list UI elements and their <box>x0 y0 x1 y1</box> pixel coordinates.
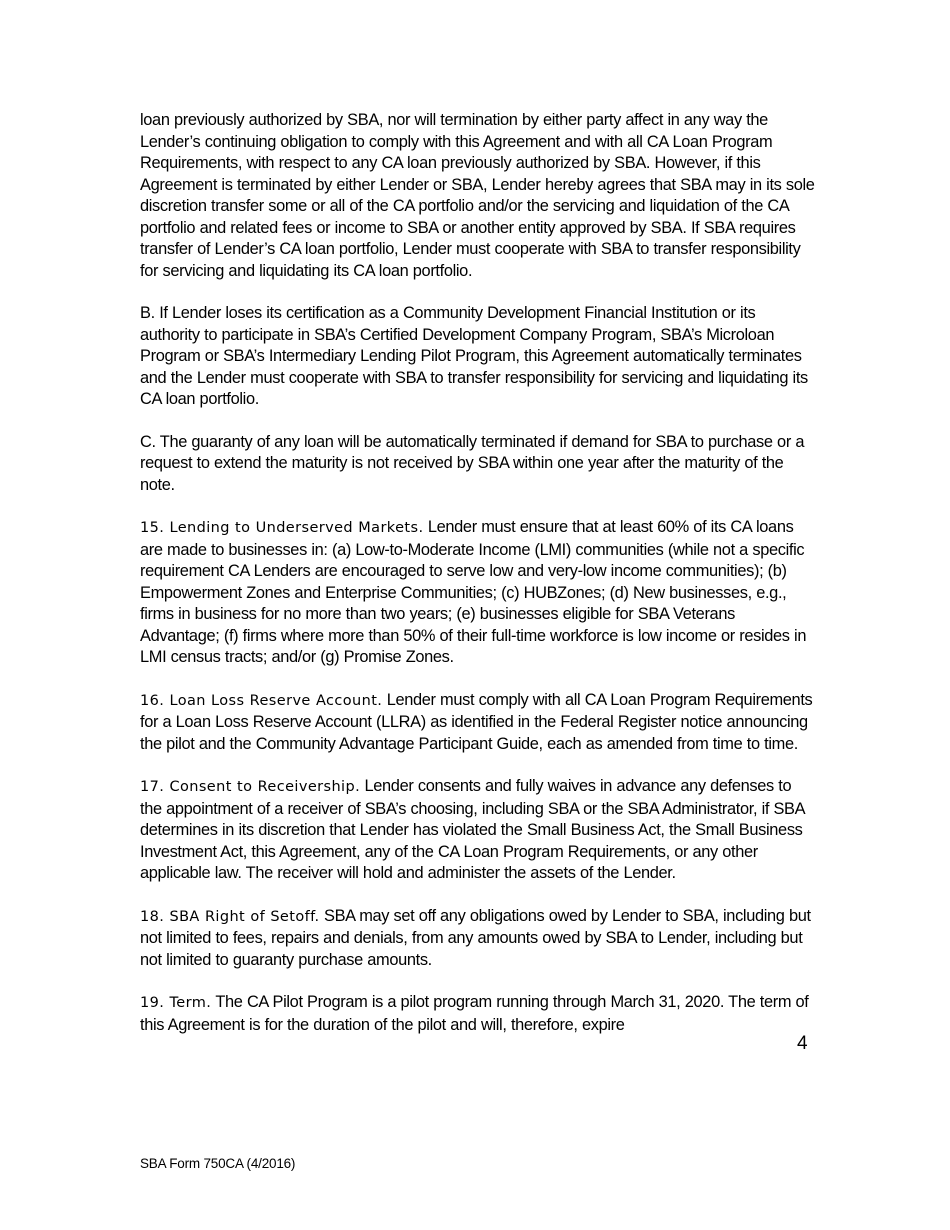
paragraph-text: loan previously authorized by SBA, nor will termination by either party affect in any way the Lender’s continuing obligation to comply with this Agreement and with all CA Loan Program Requirements, with respect to any CA loan previously authorized by SBA. However, if this Agreement is terminated by either Lender or SBA, Lender hereby agrees that SBA may in its sole discretion transfer some or all of the CA portfolio and/or the servicing and liquidation of the CA portfolio and related fees or income to SBA or another entity approved by SBA. If SBA requires transfer of Lender’s CA loan portfolio, Lender must cooperate with SBA to transfer responsibility for servicing and liquidating its CA loan portfolio. <box>140 111 815 280</box>
paragraph-text: The CA Pilot Program is a pilot program running through March 31, 2020. The term of this Agreement is for the duration of the pilot and will, therefore, expire <box>140 993 809 1034</box>
body-text <box>140 110 815 1057</box>
section-15-underserved-markets <box>140 517 815 669</box>
section-17-receivership <box>140 776 815 885</box>
paragraph-text: C. The guaranty of any loan will be automatically terminated if demand for SBA to purchase or a request to extend the maturity is not received by SBA within one year after the maturity of the note. <box>140 432 805 494</box>
paragraph-termination-continued <box>140 110 815 282</box>
section-heading: 17. Consent to Receivership. <box>140 779 361 795</box>
paragraph-c-guaranty-termination <box>140 432 815 497</box>
section-heading: 15. Lending to Underserved Markets. <box>140 520 424 536</box>
paragraph-text: B. If Lender loses its certification as a Community Development Financial Institution or its authority to participate in SBA’s Certified Development Company Program, SBA’s Microloan Program or SBA’s Intermediary Lending Pilot Program, this Agreement automatically terminates and the Lender must cooperate with SBA to transfer responsibility for servicing and liquidating its CA loan portfolio. <box>140 304 808 408</box>
section-heading: 19. Term. <box>140 995 212 1011</box>
page-number: 4 <box>797 1033 808 1054</box>
paragraph-text: Lender must ensure that at least 60% of its CA loans are made to businesses in: (a) Low-to-Moderate Income (LMI) communities (while not a specific requirement CA Lenders are encouraged to serve low and very-low income communities); (b) Empowerment Zones and Enterprise Communities; (c) HUBZones; (d) New businesses, e.g., firms in business for no more than two years; (e) businesses eligible for SBA Veterans Advantage; (f) firms where more than 50% of their full-time workforce is low income or resides in LMI census tracts; and/or (g) Promise Zones. <box>140 518 807 666</box>
section-16-loan-loss-reserve <box>140 690 815 756</box>
section-19-term <box>140 992 815 1036</box>
section-heading: 16. Loan Loss Reserve Account. <box>140 692 383 709</box>
paragraph-text: Lender consents and fully waives in advance any defenses to the appointment of a receiver of SBA’s choosing, including SBA or the SBA Administrator, if SBA determines in its discretion that Lender has violated the Small Business Act, the Small Business Investment Act, this Agreement, any of the CA Loan Program Requirements, or any other applicable law. The receiver will hold and administer the assets of the Lender. <box>140 777 805 882</box>
paragraph-b-certification-loss <box>140 303 815 411</box>
form-footer: SBA Form 750CA (4/2016) <box>140 1156 296 1171</box>
paragraph-text: Lender must comply with all CA Loan Program Requirements for a Loan Loss Reserve Account (LLRA) as identified in the Federal Register notice announcing the pilot and the Community Advantage Participant Guide, each as amended from time to time. <box>140 690 813 753</box>
paragraph-text: SBA may set off any obligations owed by Lender to SBA, including but not limited to fees, repairs and denials, from any amounts owed by SBA to Lender, including but not limited to guaranty purchase amounts. <box>140 906 811 969</box>
section-18-setoff <box>140 906 815 972</box>
section-heading: 18. SBA Right of Setoff. <box>140 908 320 925</box>
